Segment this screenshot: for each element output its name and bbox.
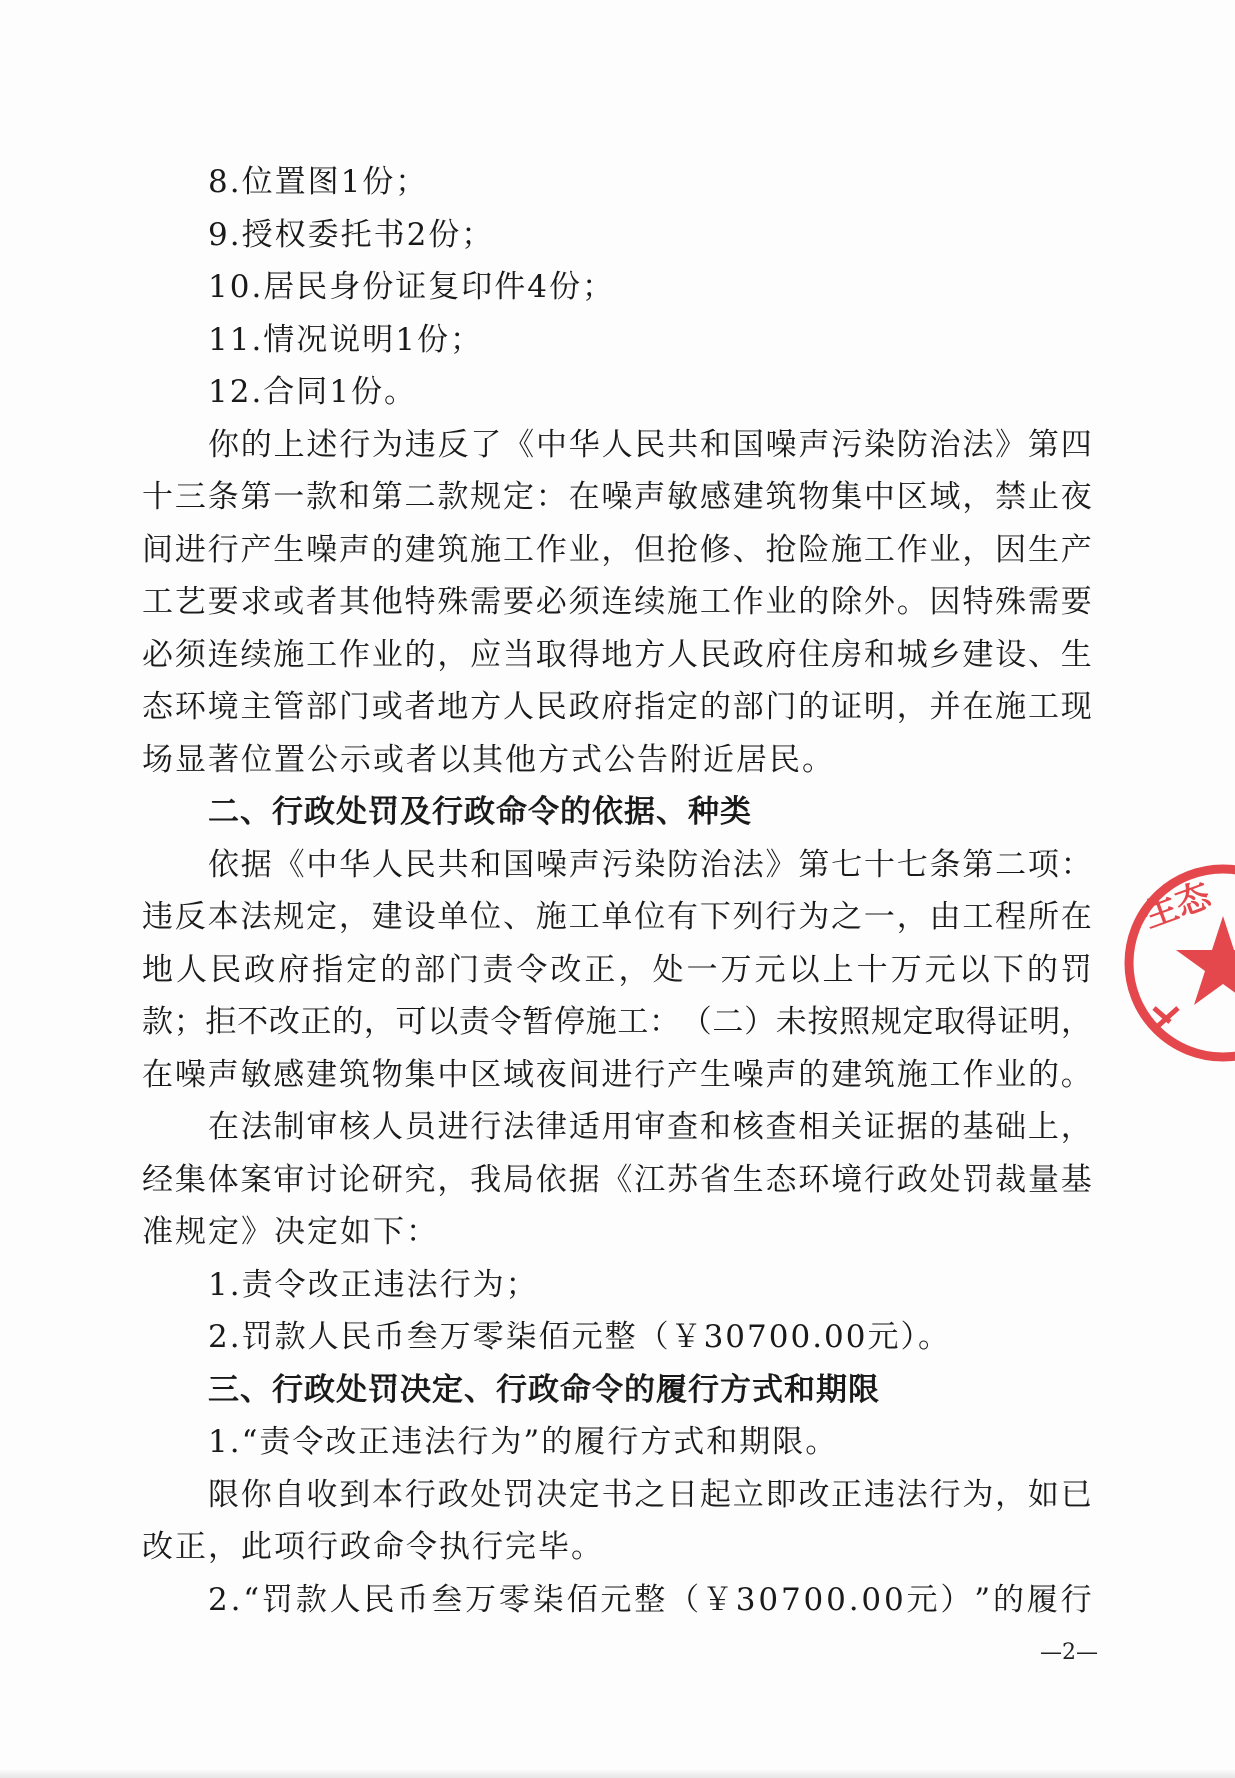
text-line: 9.授权委托书2份； (208, 216, 495, 253)
text-line: 2.罚款人民币叁万零柒佰元整（￥30700.00元）。 (208, 1319, 951, 1355)
text-line: 场显著位置公示或者以其他方式公告附近居民。 (142, 741, 835, 778)
section-heading: 二、行政处罚及行政命令的依据、种类 (208, 794, 752, 830)
text-line: 工 艺 要 求 或 者 其 他 特 殊 需 要 必 须 连 续 施 工 作 业 的 除 外 。 因 特 殊 需 要 (142, 584, 1092, 620)
page-number: —2— (1040, 1640, 1098, 1665)
text-line: 11.情况说明1份； (208, 321, 484, 358)
text-line: 12.合同1份。 (208, 374, 418, 410)
text-line: 款 ； 拒 不 改 正 的 ， 可 以 责 令 暂 停 施 工 ： （ 二 ） 未 按 照 规 定 取 得 证 明 ， (142, 1004, 1092, 1040)
text-line: 限 你 自 收 到 本 行 政 处 罚 决 定 书 之 日 起 立 即 改 正 违 法 行 为 ， 如 已 (208, 1476, 1092, 1513)
text-line: 必 须 连 续 施 工 作 业 的 ， 应 当 取 得 地 方 人 民 政 府 住 房 和 城 乡 建 设 、 生 (142, 636, 1092, 673)
text-line: 态 环 境 主 管 部 门 或 者 地 方 人 民 政 府 指 定 的 部 门 的 证 明 ， 并 在 施 工 现 (142, 689, 1092, 725)
text-line: 十 三 条 第 一 款 和 第 二 款 规 定 ： 在 噪 声 敏 感 建 筑 物 集 中 区 域 ， 禁 止 夜 (142, 479, 1092, 515)
section-heading: 三、行政处罚决定、行政命令的履行方式和期限 (208, 1371, 880, 1408)
text-line: 8.位置图1份； (208, 164, 429, 200)
text-line: 违 反 本 法 规 定 ， 建 设 单 位 、 施 工 单 位 有 下 列 行 为 之 一 ， 由 工 程 所 在 (142, 899, 1092, 935)
text-line: 10.居民身份证复印件4份； (208, 269, 616, 305)
text-line: 你 的 上 述 行 为 违 反 了 《 中 华 人 民 共 和 国 噪 声 污 染 防 治 法 》 第 四 (208, 426, 1092, 463)
official-seal-icon (1118, 858, 1235, 1068)
text-line: 依 据 《 中 华 人 民 共 和 国 噪 声 污 染 防 治 法 》 第 七 十 七 条 第 二 项 ： (208, 846, 1092, 883)
text-line: 间 进 行 产 生 噪 声 的 建 筑 施 工 作 业 ， 但 抢 修 、 抢 险 施 工 作 业 ， 因 生 产 (142, 531, 1092, 568)
text-line: 在 法 制 审 核 人 员 进 行 法 律 适 用 审 查 和 核 查 相 关 证 据 的 基 础 上 ， (208, 1109, 1092, 1145)
text-line: 准规定》决定如下： (142, 1214, 439, 1250)
text-line: 在 噪 声 敏 感 建 筑 物 集 中 区 域 夜 间 进 行 产 生 噪 声 的 建 筑 施 工 作 业 的 。 (142, 1056, 1092, 1093)
text-line: 2 . “ 罚 款 人 民 币 叁 万 零 柒 佰 元 整 （ ￥ 3 0 7 0 0 . 0 0 元 ） ” 的 履 行 (208, 1581, 1092, 1618)
text-line: 地 人 民 政 府 指 定 的 部 门 责 令 改 正 ， 处 一 万 元 以 上 十 万 元 以 下 的 罚 (142, 951, 1092, 988)
scan-edge (0, 1768, 1235, 1778)
text-line: 1.“责令改正违法行为”的履行方式和期限。 (208, 1424, 839, 1460)
text-line: 改正，此项行政命令执行完毕。 (142, 1529, 604, 1565)
text-line: 经 集 体 案 审 讨 论 研 究 ， 我 局 依 据 《 江 苏 省 生 态 环 境 行 政 处 罚 裁 量 基 (142, 1161, 1092, 1198)
text-line: 1.责令改正违法行为； (208, 1266, 539, 1303)
document-body (142, 156, 1092, 1626)
seal-text: 生态 (1138, 875, 1216, 937)
